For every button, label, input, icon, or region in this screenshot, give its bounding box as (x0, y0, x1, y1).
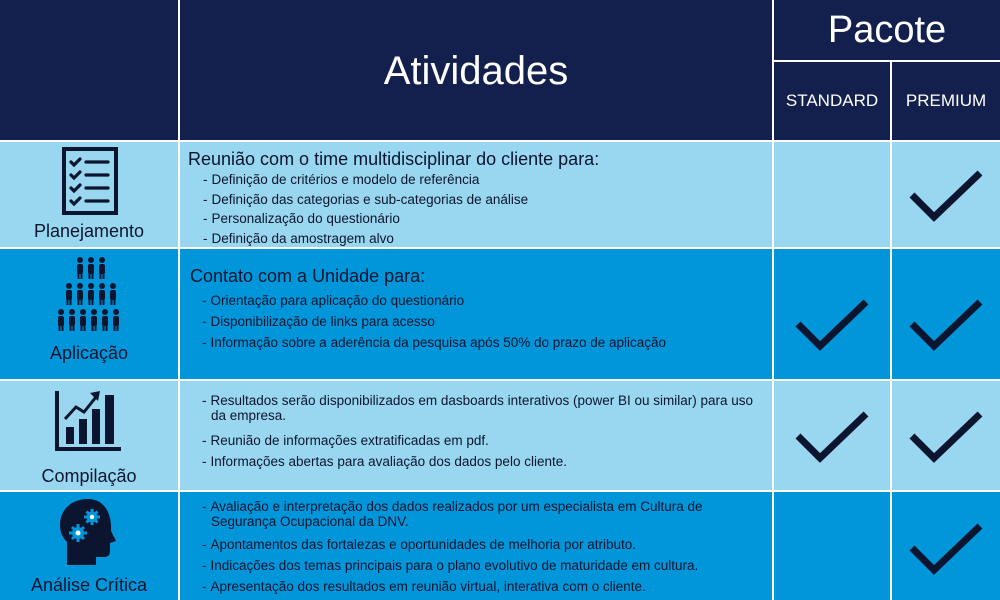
standard-column-header: STANDARD (774, 62, 890, 140)
row-analise-activities (180, 492, 772, 600)
row-planejamento-premium-cell (892, 142, 1000, 247)
list-item: - Resultados serão disponibilizados em dasboards interativos (power BI ou similar) para uso da empresa. (202, 393, 754, 423)
row-aplicacao-icon-cell (0, 249, 178, 379)
row-compilacao-icon-cell (0, 381, 178, 490)
row-label: Aplicação (49, 343, 129, 363)
row-planejamento-activities (180, 142, 772, 247)
list-item: - Disponibilização de links para acesso (202, 314, 435, 329)
checkmark-icon (794, 298, 870, 352)
checklist-icon (62, 147, 118, 215)
row-compilacao-standard-cell (774, 381, 890, 490)
list-item: - Indicações dos temas principais para o plano evolutivo de maturidade em cultura. (202, 558, 699, 573)
list-item: - Informações abertas para avaliação dos dados pelo cliente. (202, 454, 567, 469)
checkmark-icon (908, 298, 984, 352)
checkmark-icon (908, 410, 984, 464)
list-item: - Informação sobre a aderência da pesquisa após 50% do prazo de aplicação (202, 335, 667, 350)
row-analise-standard-cell (774, 492, 890, 600)
row-aplicacao-activities (180, 249, 772, 379)
row-analise-icon-cell (0, 492, 178, 600)
row-label: Compilação (41, 466, 137, 486)
row-aplicacao-premium-cell (892, 249, 1000, 379)
row-aplicacao-standard-cell (774, 249, 890, 379)
row-planejamento-icon-cell (0, 142, 178, 247)
header-blank-cell (0, 0, 178, 140)
premium-column-header: PREMIUM (892, 62, 1000, 140)
list-item: - Definição da amostragem alvo (203, 230, 394, 246)
list-item: - Avaliação e interpretação dos dados realizados por um especialista em Cultura de Segurança Ocupacional da DNV. (202, 499, 703, 529)
row-label: Planejamento (33, 221, 145, 241)
list-item: - Apontamentos das fortalezas e oportunidades de melhoria por atributo. (202, 537, 637, 552)
list-item: - Personalização do questionário (203, 211, 400, 226)
activity-lead: Contato com a Unidade para: (190, 266, 426, 286)
head-gears-icon (58, 497, 122, 567)
activity-lead: Reunião com o time multidisciplinar do cliente para: (188, 149, 600, 169)
checkmark-icon (908, 169, 984, 223)
list-item: - Reunião de informações extratificadas em pdf. (202, 433, 489, 448)
row-analise-premium-cell (892, 492, 1000, 600)
row-label: Análise Crítica (30, 575, 148, 595)
row-compilacao-premium-cell (892, 381, 1000, 490)
row-planejamento-standard-cell (774, 142, 890, 247)
people-pyramid-icon (56, 257, 126, 333)
checkmark-icon (794, 410, 870, 464)
list-item: - Definição das categorias e sub-categorias de análise (203, 191, 529, 207)
list-item: - Definição de critérios e modelo de referência (203, 172, 480, 187)
list-item: - Apresentação dos resultados em reunião virtual, interativa com o cliente. (202, 579, 646, 594)
package-header: Pacote (774, 0, 1000, 60)
row-compilacao-activities (180, 381, 772, 490)
activities-header: Atividades (180, 0, 772, 140)
checkmark-icon (908, 522, 984, 576)
list-item: - Orientação para aplicação do questionário (202, 293, 465, 308)
bar-chart-icon (54, 387, 122, 453)
